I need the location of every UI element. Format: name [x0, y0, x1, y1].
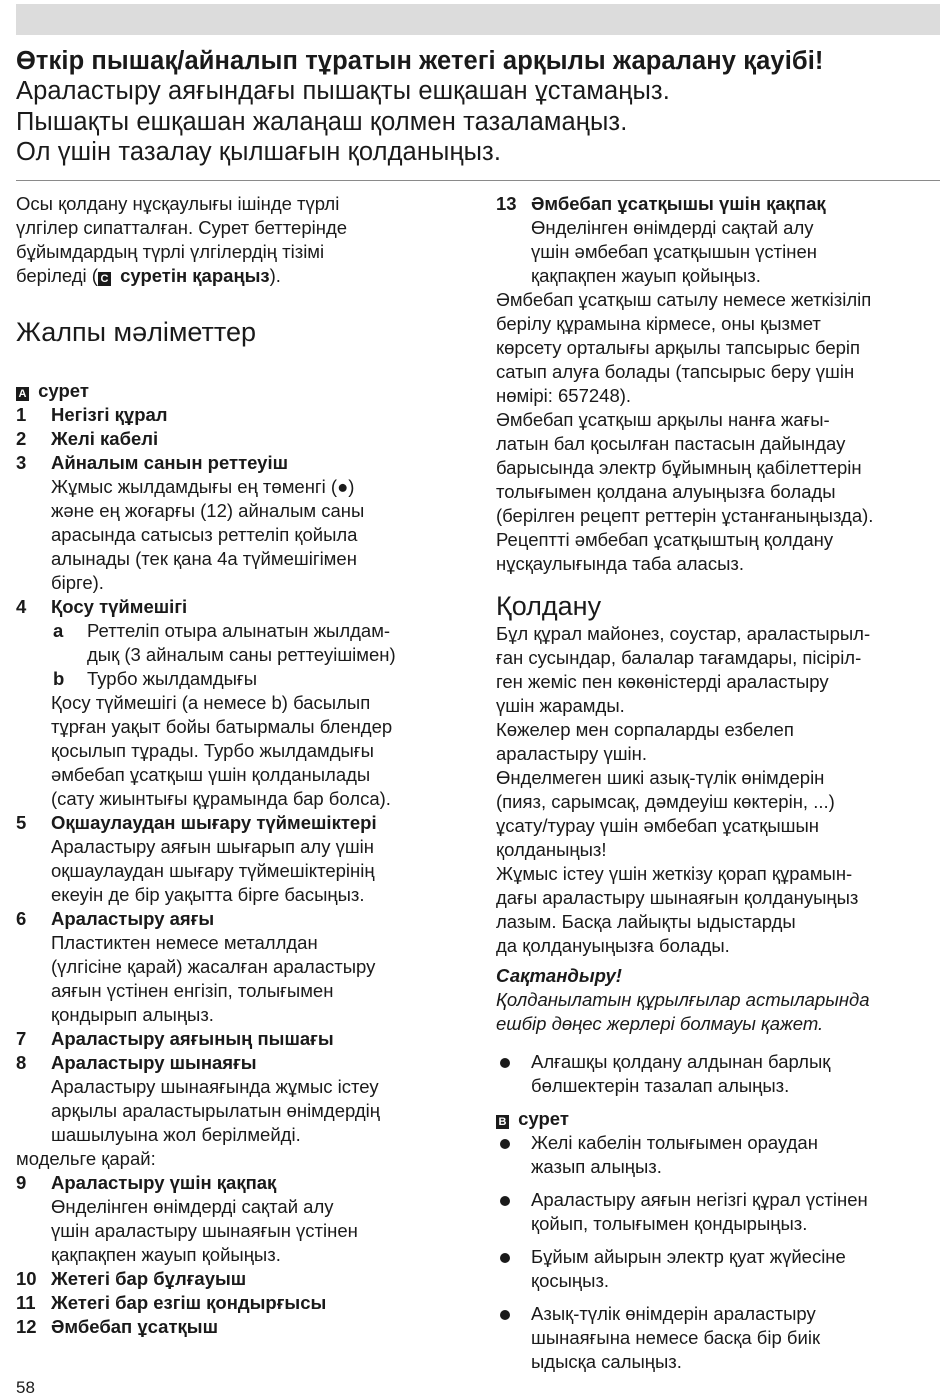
item-desc-line: алынады (тек қана 4a түймешігімен — [51, 548, 357, 569]
left-column — [16, 192, 466, 1339]
bullet-dot-icon — [500, 1310, 510, 1320]
usage-line: ған сусындар, балалар тағамдары, пісіріл- — [496, 647, 862, 668]
item-desc-line: (үлгісіне қарай) жасалған араластыру — [51, 956, 376, 977]
bullet-item — [496, 1050, 942, 1098]
bullet-line: Бұйым айырын электр қуат жүйесіне — [531, 1246, 846, 1267]
list-item-11 — [16, 1291, 466, 1315]
item-desc-line: арқылы араластырылатын өнімдердің — [51, 1100, 380, 1121]
note-line: Рецептті әмбебап ұсатқыштың қолдану — [496, 529, 834, 550]
item-title: Қосу түймешігі — [51, 596, 188, 617]
sub-item-line: дық (3 айналым саны реттеуішімен) — [87, 644, 396, 665]
item-desc-line: арасында сатысыз реттеліп қойыла — [51, 524, 358, 545]
warning-line: Араластыру аяғындағы пышақты ешқашан ұстамаңыз. — [16, 77, 670, 106]
parts-list-3 — [16, 1171, 466, 1339]
item-desc-line: Араластыру аяғын шығарып алу үшін — [51, 836, 375, 857]
item-desc-line: Өнделінген өнімдерді сақтай алу — [531, 217, 814, 238]
note-line: берілу құрамына кірмесе, оны қызмет — [496, 313, 821, 334]
bullet-line: қосыңыз. — [531, 1270, 610, 1291]
usage-line: (пияз, сарымсақ, дәмдеуіш көктерін, ...) — [496, 791, 835, 812]
accessory-note — [496, 288, 942, 576]
bullet-dot-icon — [500, 1253, 510, 1263]
bullet-line: Алғашқы қолдану алдынан барлық — [531, 1051, 831, 1072]
item-title: Оқшаулаудан шығару түймешіктері — [51, 812, 377, 833]
figure-a-label — [16, 379, 466, 403]
figure-a-text: сурет — [33, 380, 89, 401]
list-item-4-desc — [16, 691, 466, 811]
list-item-10 — [16, 1267, 466, 1291]
figure-c-ref: суретін қараңыз — [114, 265, 270, 286]
note-line: толығымен қолдана алуыңызға болады — [496, 481, 836, 502]
figure-a-box: A — [16, 387, 29, 401]
list-item-13 — [496, 192, 942, 288]
bullet-dot-icon — [500, 1196, 510, 1206]
caution-line: Қолданылатын құрылғылар астыларында — [496, 989, 870, 1010]
bullet-line: жазып алыңыз. — [531, 1156, 662, 1177]
page-number: 58 — [16, 1378, 35, 1397]
item-number: 8 — [16, 1052, 27, 1073]
list-item-5 — [16, 811, 466, 907]
item-title: Араластыру үшін қақпақ — [51, 1172, 277, 1193]
item-number: 6 — [16, 908, 27, 929]
list-item-6 — [16, 907, 466, 1027]
note-line: Әмбебап ұсатқыш арқылы нанға жағы- — [496, 409, 830, 430]
sub-item-a — [16, 619, 466, 667]
usage-line: қолданыңыз! — [496, 839, 607, 860]
usage-line: да қолдануыңызға болады. — [496, 935, 730, 956]
item-desc-line: аяғын үстінен енгізіп, толығымен — [51, 980, 334, 1001]
item-desc-line: қақпақпен жауып қойыңыз. — [531, 265, 761, 286]
note-line: нөмірі: 657248). — [496, 385, 632, 406]
usage-line: лазым. Басқа лайықты ыдыстарды — [496, 911, 796, 932]
item-number: 13 — [496, 193, 517, 214]
bullet-line: Азық-түлік өнімдерін араластыру — [531, 1303, 816, 1324]
item-desc-line: Жұмыс жылдамдығы ең төменгі (●) — [51, 476, 355, 497]
item-desc-line: бірге). — [51, 572, 104, 593]
item-number: 1 — [16, 404, 27, 425]
item-desc-line: қондырып алыңыз. — [51, 1004, 214, 1025]
note-line: латын бал қосылған пастасын дайындау — [496, 433, 846, 454]
bullet-line: шынаяғына немесе басқа бір биік — [531, 1327, 821, 1348]
item-desc-line: қосылып тұрады. Турбо жылдамдығы — [51, 740, 374, 761]
usage-line: Өнделмеген шикі азық-түлік өнімдерін — [496, 767, 825, 788]
intro-line: бұйымдардың түрлі үлгілердің тізімі — [16, 241, 325, 262]
warning-title: Өткір пышақ/айналып тұратын жетегі арқылы жаралану қауібі! — [16, 47, 824, 75]
item-number: 11 — [16, 1292, 36, 1313]
note-line: Әмбебап ұсатқыш сатылу немесе жеткізіліп — [496, 289, 872, 310]
item-number: 9 — [16, 1172, 27, 1193]
figure-c-box: C — [98, 272, 111, 286]
item-desc-line: Араластыру шынаяғында жұмыс істеу — [51, 1076, 379, 1097]
item-title: Негізгі құрал — [51, 404, 168, 425]
figure-b-label — [496, 1107, 942, 1131]
parts-list-1 — [16, 403, 466, 595]
intro-line — [16, 264, 466, 288]
item-number: 4 — [16, 596, 27, 617]
sub-item-label: a — [53, 620, 64, 641]
bullet-list-1 — [496, 1050, 942, 1098]
item-title: Желі кабелі — [51, 428, 159, 449]
item-desc-line: (сату жиынтығы құрамында бар болса). — [51, 788, 391, 809]
item-desc-line: Өнделінген өнімдерді сақтай алу — [51, 1196, 334, 1217]
item-title: Араластыру аяғының пышағы — [51, 1028, 334, 1049]
bullet-item — [496, 1131, 942, 1179]
bullet-dot-icon — [500, 1139, 510, 1149]
usage-line: ұсату/турау үшін әмбебап ұсатқышын — [496, 815, 819, 836]
item-desc-line: қақпақпен жауып қойыңыз. — [51, 1244, 281, 1265]
item-number: 7 — [16, 1028, 27, 1049]
bullet-line: қойып, толығымен қондырыңыз. — [531, 1213, 808, 1234]
item-number: 5 — [16, 812, 27, 833]
list-item-7 — [16, 1027, 466, 1051]
usage-line: Жұмыс істеу үшін жеткізу қорап құрамын- — [496, 863, 853, 884]
usage-line: Бұл құрал майонез, соустар, араластырыл- — [496, 623, 871, 644]
item-desc-line: оқшаулаудан шығару түймешіктерінің — [51, 860, 375, 881]
item-title: Жетегі бар езгіш қондырғысы — [51, 1292, 327, 1313]
item-title: Араластыру шынаяғы — [51, 1052, 257, 1073]
parts-list-13 — [496, 192, 942, 288]
list-item-3 — [16, 451, 466, 595]
warning-line: Ол үшін тазалау қылшағын қолданыңыз. — [16, 137, 502, 166]
item-title: Айналым санын реттеуіш — [51, 452, 289, 473]
note-line: нұсқаулығында таба аласыз. — [496, 553, 745, 574]
intro-line: үлгілер сипатталған. Сурет беттерінде — [16, 217, 348, 238]
item-title: Әмбебап ұсатқышы үшін қақпақ — [531, 193, 826, 214]
bullet-line: ыдысқа салыңыз. — [531, 1351, 682, 1372]
note-line: көрсету орталығы арқылы тапсырыс беріп — [496, 337, 861, 358]
sub-item-label: b — [53, 668, 65, 689]
intro-line: Осы қолдану нұсқаулығы ішінде түрлі — [16, 193, 340, 214]
note-line: (берілген рецепт реттерін ұстанғаныңызда). — [496, 505, 874, 526]
usage-line: ген жеміс пен көкөністерді араластыру — [496, 671, 829, 692]
figure-b-box: B — [496, 1115, 509, 1129]
item-desc-line: және ең жоғарғы (12) айналым саны — [51, 500, 365, 521]
usage-text — [496, 622, 942, 958]
item-desc-line: әмбебап ұсатқыш үшін қолданылады — [51, 764, 371, 785]
item-desc-line: тұрған уақыт бойы батырмалы блендер — [51, 716, 393, 737]
item-number: 3 — [16, 452, 27, 473]
item-desc-line: шашылуына жол берілмейді. — [51, 1124, 301, 1145]
header-bar — [16, 4, 940, 35]
figure-b-text: сурет — [513, 1108, 569, 1129]
bullet-item — [496, 1302, 942, 1374]
item-title: Әмбебап ұсатқыш — [51, 1316, 219, 1337]
note-line: сатып алуға болады (тапсырыс беру үшін — [496, 361, 855, 382]
parts-list-2 — [16, 811, 466, 1147]
caution-text — [496, 988, 942, 1036]
list-item-2 — [16, 427, 466, 451]
list-item-4 — [16, 595, 466, 619]
list-item-12 — [16, 1315, 466, 1339]
usage-line: Көжелер мен сорпаларды езбелеп — [496, 719, 794, 740]
bullet-line: бөлшектерін тазалап алыңыз. — [531, 1075, 790, 1096]
bullet-item — [496, 1188, 942, 1236]
list-item-9 — [16, 1171, 466, 1267]
sub-item-line: Турбо жылдамдығы — [87, 668, 258, 689]
model-note: модельге қарай: — [16, 1148, 156, 1169]
sub-item-b — [16, 667, 466, 691]
section-heading-usage: Қолдану — [496, 591, 602, 621]
safety-warning — [16, 46, 940, 167]
item-title: Араластыру аяғы — [51, 908, 215, 929]
right-column — [496, 192, 942, 1374]
section-heading-general: Жалпы мәліметтер — [16, 317, 257, 347]
item-number: 10 — [16, 1268, 37, 1289]
item-number: 2 — [16, 428, 27, 449]
caution-line: ешбір дөңес жерлері болмауы қажет. — [496, 1013, 824, 1034]
usage-line: араластыру үшін. — [496, 743, 647, 764]
list-item-1 — [16, 403, 466, 427]
caution-title: Сақтандыру! — [496, 965, 622, 986]
bullet-line: Араластыру аяғын негізгі құрал үстінен — [531, 1189, 868, 1210]
item-desc-line: Қосу түймешігі (a немесе b) басылып — [51, 692, 371, 713]
bullet-list-2 — [496, 1131, 942, 1374]
item-desc-line: екеуін де бір уақытта бірге басыңыз. — [51, 884, 365, 905]
bullet-line: Желі кабелін толығымен ораудан — [531, 1132, 818, 1153]
sub-item-line: Реттеліп отыра алынатын жылдам- — [87, 620, 391, 641]
item-title: Жетегі бар бұлғауыш — [51, 1268, 247, 1289]
warning-divider — [16, 180, 940, 181]
intro-text: ). — [269, 265, 281, 286]
item-number: 12 — [16, 1316, 37, 1337]
warning-line: Пышақты ешқашан жалаңаш қолмен тазаламаңыз. — [16, 107, 628, 136]
list-item-8 — [16, 1051, 466, 1147]
bullet-dot-icon — [500, 1058, 510, 1068]
item-desc-line: Пластиктен немесе металлдан — [51, 932, 318, 953]
bullet-item — [496, 1245, 942, 1293]
intro-text: беріледі ( — [16, 265, 98, 286]
note-line: барысында электр бұйымның қабілеттерін — [496, 457, 862, 478]
item-desc-line: үшін әмбебап ұсатқышын үстінен — [531, 241, 817, 262]
usage-line: дағы араластыру шынаяғын қолдануыңыз — [496, 887, 859, 908]
usage-line: үшін жарамды. — [496, 695, 625, 716]
item-desc-line: үшін араластыру шынаяғын үстінен — [51, 1220, 358, 1241]
